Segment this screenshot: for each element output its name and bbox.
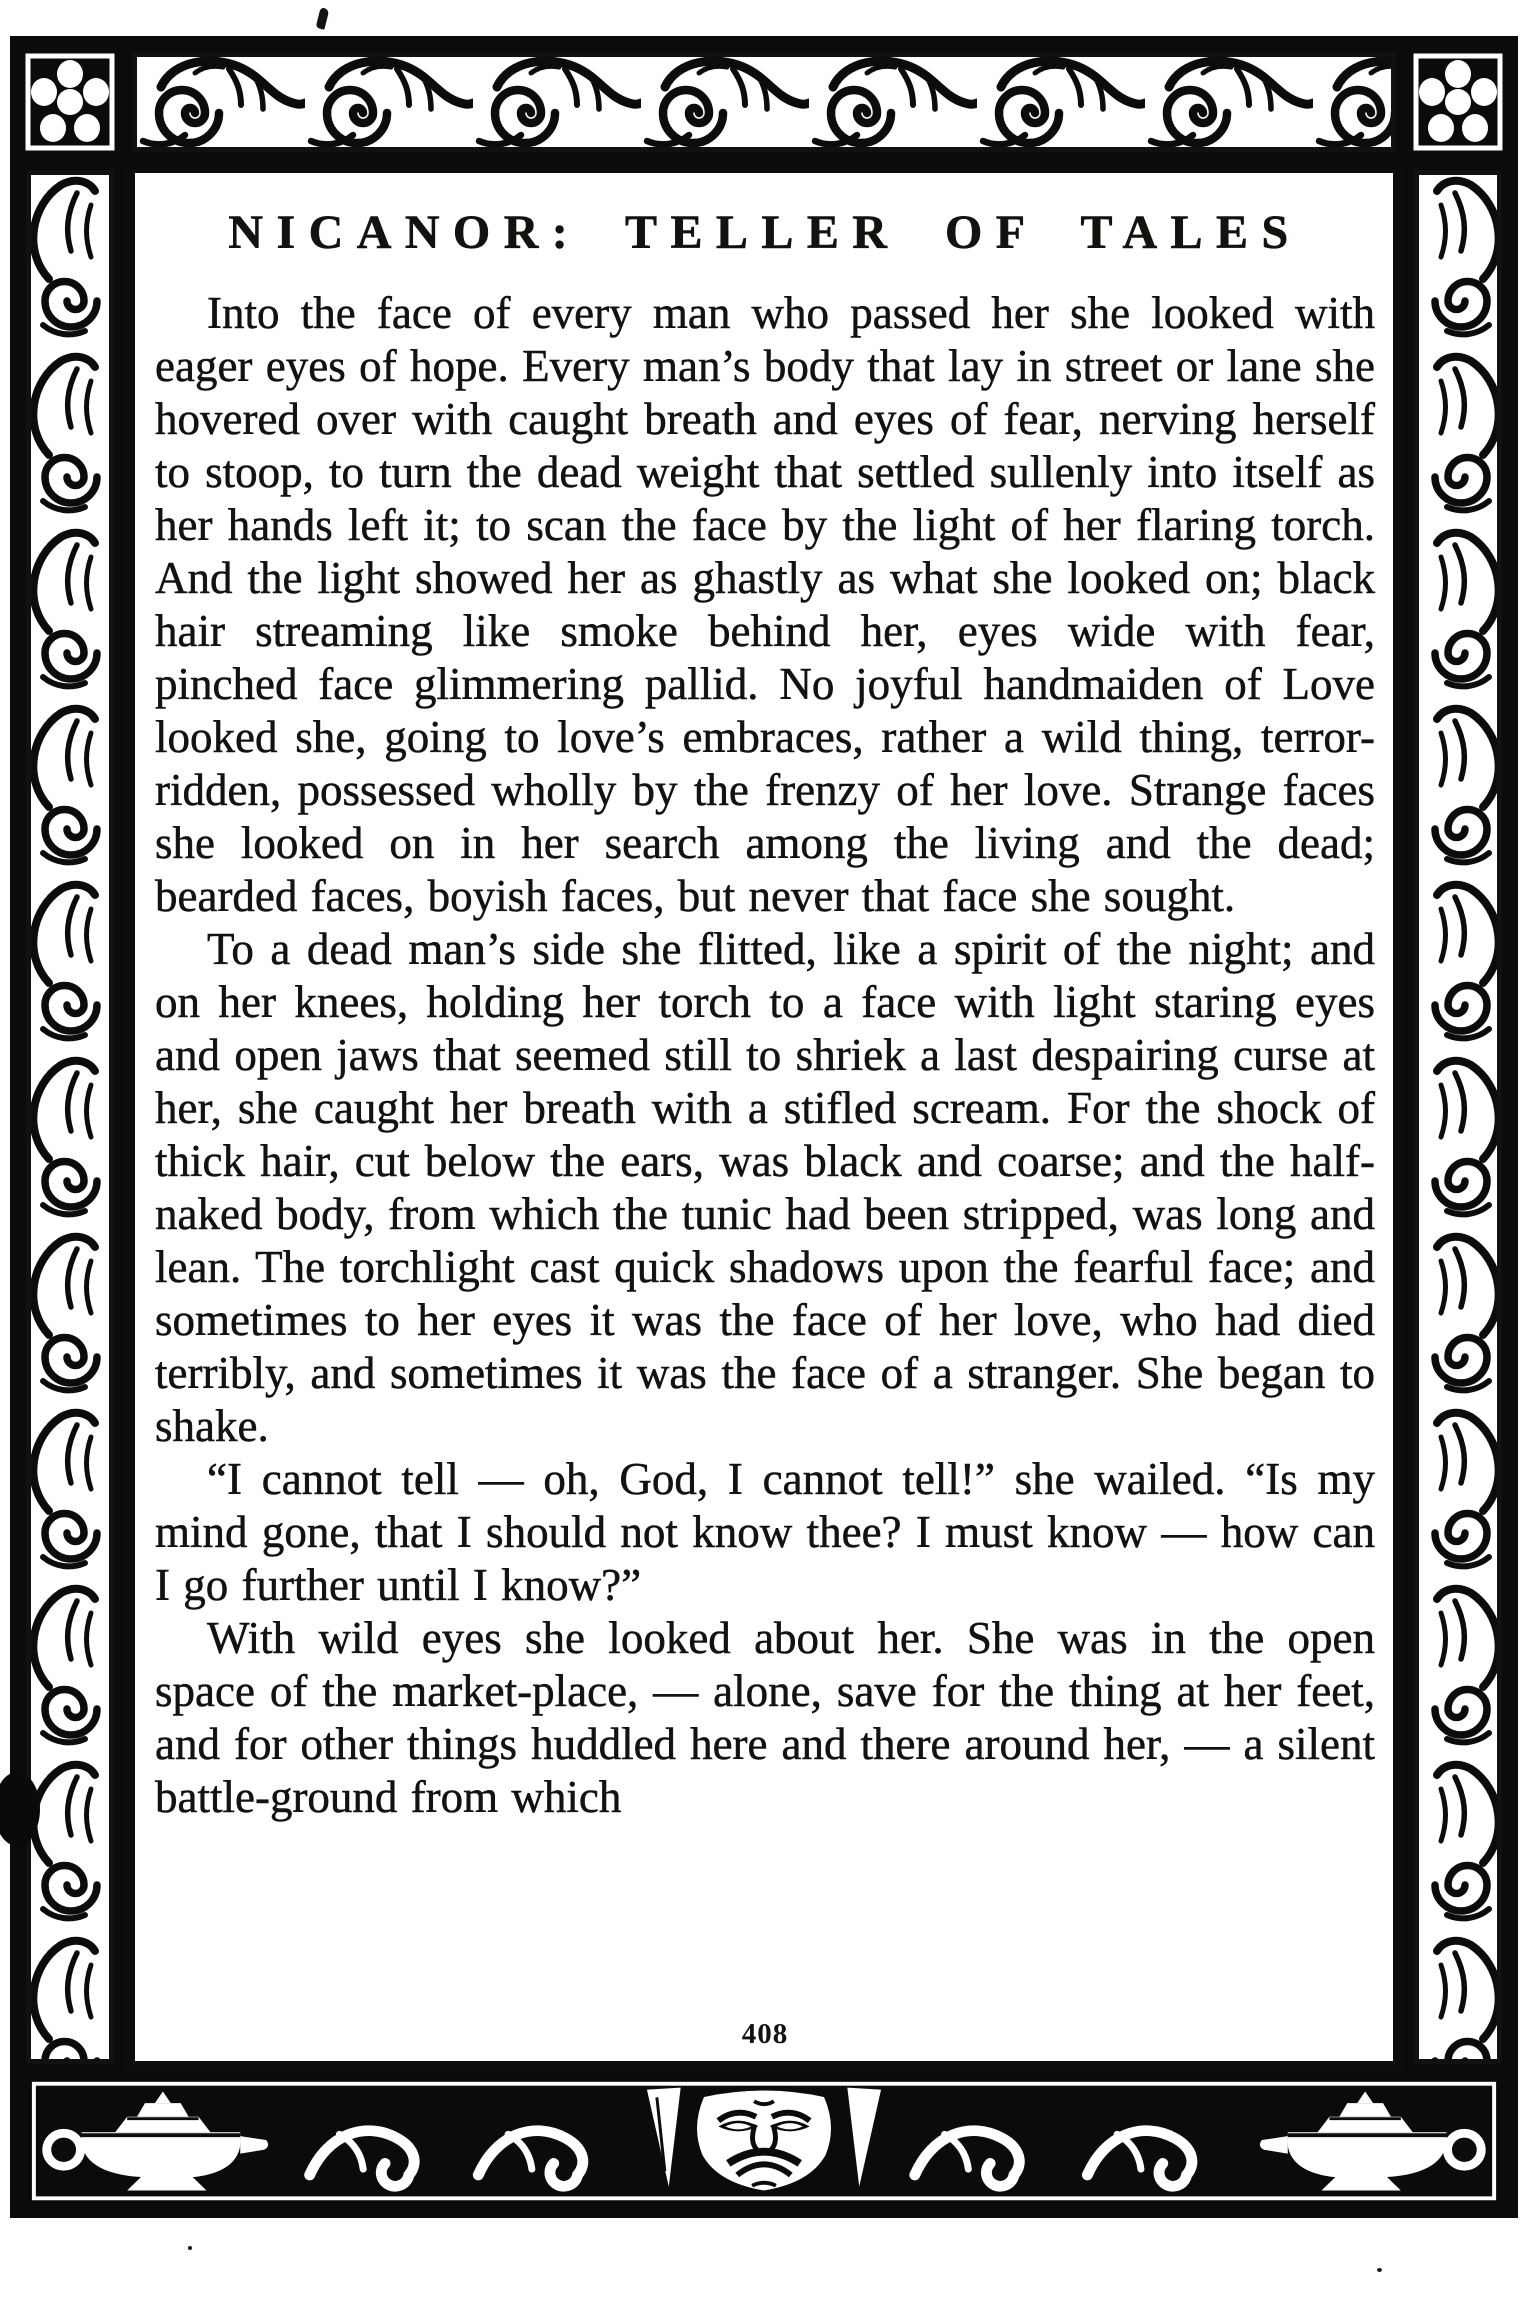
paragraph: Into the face of every man who passed her she looked with eager eyes of hope. Every man’s body that lay in street or lane she hovered over with caught breath and eyes of fear, nerving herself to stoop, to turn the dead weight that settled sullenly into itself as her hands left it; to scan the face by the light of her flaring torch. And the light showed her as ghastly as what she looked on; black hair streaming like smoke behind her, eyes wide with fear, pinched face glimmering pallid. No joyful handmaiden of Love looked she, going to love’s embraces, rather a wild thing, terror-ridden, possessed wholly by the frenzy of her love. Strange faces she looked on in her search among the living and the dead; bearded faces, boyish faces, but never that face she sought. bbox=[155, 288, 1375, 921]
ink-mark bbox=[316, 7, 330, 30]
body-text bbox=[155, 287, 1375, 1824]
foliage-band-icon bbox=[1414, 170, 1502, 2064]
paragraph: With wild eyes she looked about her. She was in the open space of the market-place, — alone, save for the thing at her feet, and for other things huddled here and there around her, — a silent battle-ground from which bbox=[155, 1613, 1375, 1822]
corner-flower-icon bbox=[1406, 44, 1510, 160]
page-title: NICANOR: TELLER OF TALES bbox=[228, 206, 1302, 259]
paragraph: “I cannot tell — oh, God, I cannot tell!” she wailed. “Is my mind gone, that I should not know thee? I must know — how can I go further until I know?” bbox=[155, 1454, 1375, 1610]
bottom-ornament-band bbox=[20, 2076, 1508, 2208]
corner-flower-icon bbox=[18, 44, 122, 160]
foliage-band-icon bbox=[26, 170, 114, 2064]
paragraph: To a dead man’s side she flitted, like a spirit of the night; and on her knees, holding her torch to a face with light staring eyes and open jaws that seemed still to shriek a last despairing curse at her, she caught her breath with a stifled scream. For the shock of thick hair, cut below the ears, was black and coarse; and the half-naked body, from which the tunic had been stripped, was long and lean. The torchlight cast quick shadows upon the fearful face; and sometimes to her eyes it was the face of her love, who had died terribly, and sometimes it was the face of a stranger. She began to shake. bbox=[155, 924, 1375, 1451]
ink-speck bbox=[188, 2246, 192, 2250]
scroll-frieze-icon bbox=[132, 52, 1396, 152]
page-number: 408 bbox=[741, 2018, 789, 2050]
ink-speck bbox=[1377, 2268, 1382, 2272]
text-page bbox=[126, 164, 1402, 2070]
ornamental-frame bbox=[10, 36, 1518, 2218]
